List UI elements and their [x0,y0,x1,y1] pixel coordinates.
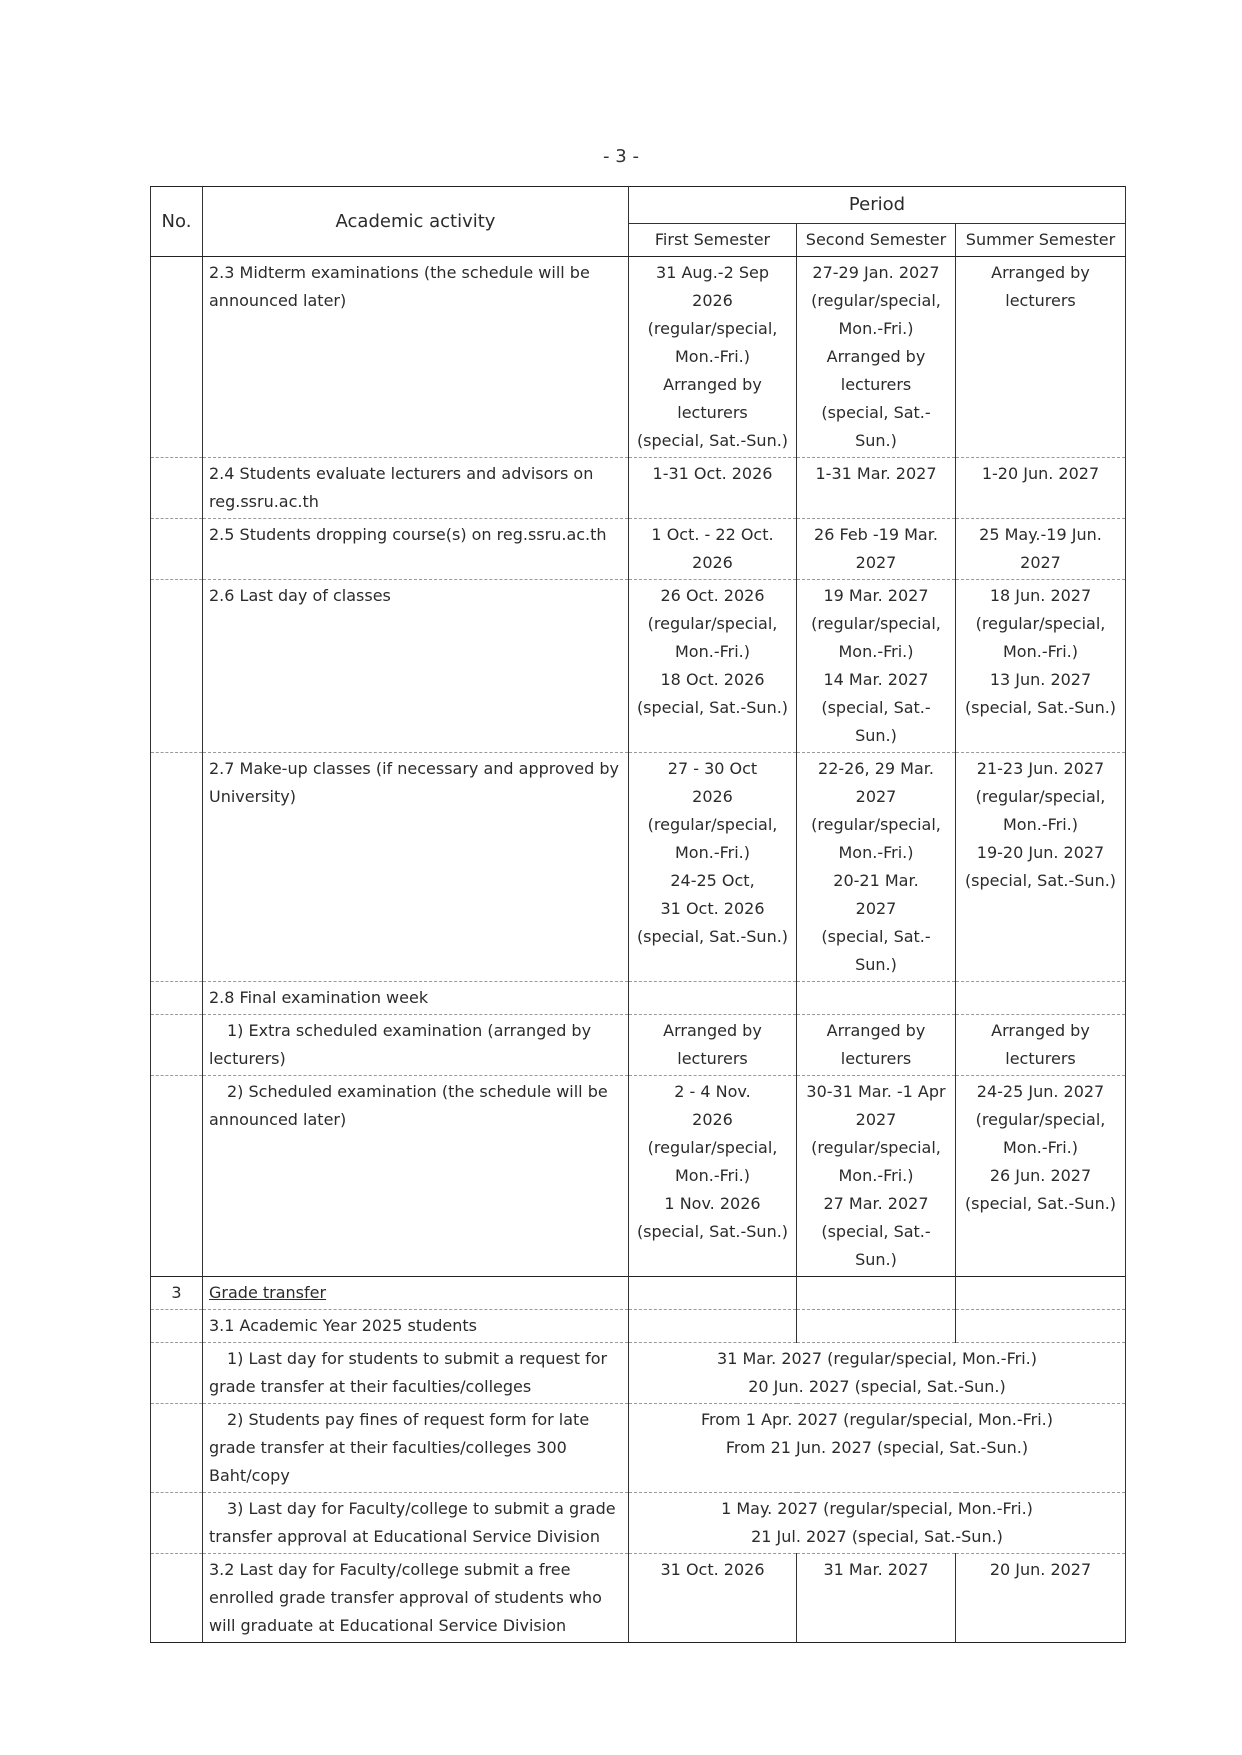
second-semester-cell [797,982,956,1015]
row-no [151,257,203,458]
first-semester-cell [629,982,797,1015]
summer-semester-cell: 20 Jun. 2027 [956,1554,1126,1643]
second-semester-cell [797,1310,956,1343]
header-first-semester: First Semester [629,224,797,257]
table-row [151,257,1126,458]
first-semester-cell [629,1277,797,1310]
second-semester-cell: 22-26, 29 Mar. 2027 (regular/special, Mon.-Fri.) 20-21 Mar. 2027 (special, Sat.-Sun.) [797,753,956,982]
row-no [151,519,203,580]
second-semester-cell: 27-29 Jan. 2027 (regular/special, Mon.-Fri.) Arranged by lecturers (special, Sat.-Sun.) [797,257,956,458]
second-semester-cell [797,1277,956,1310]
summer-semester-cell [956,1277,1126,1310]
summer-semester-cell: Arranged by lecturers [956,257,1126,458]
summer-semester-cell: 25 May.-19 Jun. 2027 [956,519,1126,580]
activity-cell: 2.4 Students evaluate lecturers and advisors on reg.ssru.ac.th [203,458,629,519]
header-summer-semester: Summer Semester [956,224,1126,257]
page-number: - 3 - [603,146,639,167]
first-semester-cell: 31 Aug.-2 Sep 2026 (regular/special, Mon.-Fri.) Arranged by lecturers (special, Sat.-Sun.) [629,257,797,458]
activity-cell: 2.8 Final examination week [203,982,629,1015]
row-no [151,1015,203,1076]
table-row [151,519,1126,580]
academic-calendar-table [150,186,1126,1643]
section-title: Grade transfer [203,1277,629,1310]
period-merged-cell: 31 Mar. 2027 (regular/special, Mon.-Fri.) 20 Jun. 2027 (special, Sat.-Sun.) [629,1343,1126,1404]
table-row [151,1404,1126,1493]
table-row [151,1076,1126,1277]
summer-semester-cell: 24-25 Jun. 2027 (regular/special, Mon.-Fri.) 26 Jun. 2027 (special, Sat.-Sun.) [956,1076,1126,1277]
second-semester-cell: 31 Mar. 2027 [797,1554,956,1643]
header-second-semester: Second Semester [797,224,956,257]
table-row [151,458,1126,519]
row-no [151,580,203,753]
period-merged-cell: 1 May. 2027 (regular/special, Mon.-Fri.) 21 Jul. 2027 (special, Sat.-Sun.) [629,1493,1126,1554]
activity-cell: 1) Extra scheduled examination (arranged by lecturers) [203,1015,629,1076]
table-row [151,982,1126,1015]
first-semester-cell: 1-31 Oct. 2026 [629,458,797,519]
activity-cell: 1) Last day for students to submit a request for grade transfer at their faculties/colleges [203,1343,629,1404]
summer-semester-cell: 21-23 Jun. 2027 (regular/special, Mon.-Fri.) 19-20 Jun. 2027 (special, Sat.-Sun.) [956,753,1126,982]
second-semester-cell: 1-31 Mar. 2027 [797,458,956,519]
second-semester-cell: 26 Feb -19 Mar. 2027 [797,519,956,580]
table-row [151,753,1126,982]
row-no [151,458,203,519]
first-semester-cell: 26 Oct. 2026 (regular/special, Mon.-Fri.) 18 Oct. 2026 (special, Sat.-Sun.) [629,580,797,753]
activity-cell: 2) Scheduled examination (the schedule will be announced later) [203,1076,629,1277]
row-no [151,1493,203,1554]
summer-semester-cell [956,982,1126,1015]
activity-cell: 2) Students pay fines of request form for late grade transfer at their faculties/colleges 300 Baht/copy [203,1404,629,1493]
first-semester-cell: Arranged by lecturers [629,1015,797,1076]
activity-cell: 2.6 Last day of classes [203,580,629,753]
summer-semester-cell: Arranged by lecturers [956,1015,1126,1076]
first-semester-cell: 1 Oct. - 22 Oct. 2026 [629,519,797,580]
first-semester-cell: 27 - 30 Oct 2026 (regular/special, Mon.-Fri.) 24-25 Oct, 31 Oct. 2026 (special, Sat.-Sun.) [629,753,797,982]
row-no: 3 [151,1277,203,1310]
header-period: Period [629,187,1126,224]
summer-semester-cell: 18 Jun. 2027 (regular/special, Mon.-Fri.) 13 Jun. 2027 (special, Sat.-Sun.) [956,580,1126,753]
table-row [151,1310,1126,1343]
row-no [151,1404,203,1493]
second-semester-cell: 30-31 Mar. -1 Apr 2027 (regular/special, Mon.-Fri.) 27 Mar. 2027 (special, Sat.-Sun.) [797,1076,956,1277]
activity-cell: 3.2 Last day for Faculty/college submit a free enrolled grade transfer approval of students who will graduate at Educational Service Division [203,1554,629,1643]
activity-cell: 2.3 Midterm examinations (the schedule will be announced later) [203,257,629,458]
activity-cell: 3.1 Academic Year 2025 students [203,1310,629,1343]
row-no [151,1310,203,1343]
summer-semester-cell [956,1310,1126,1343]
header-activity: Academic activity [203,187,629,257]
row-no [151,1343,203,1404]
activity-cell: 2.5 Students dropping course(s) on reg.ssru.ac.th [203,519,629,580]
table-row [151,1493,1126,1554]
row-no [151,1076,203,1277]
first-semester-cell: 2 - 4 Nov. 2026 (regular/special, Mon.-Fri.) 1 Nov. 2026 (special, Sat.-Sun.) [629,1076,797,1277]
table-row [151,1554,1126,1643]
first-semester-cell: 31 Oct. 2026 [629,1554,797,1643]
second-semester-cell: Arranged by lecturers [797,1015,956,1076]
table-row [151,1343,1126,1404]
table-row [151,1015,1126,1076]
period-merged-cell: From 1 Apr. 2027 (regular/special, Mon.-Fri.) From 21 Jun. 2027 (special, Sat.-Sun.) [629,1404,1126,1493]
summer-semester-cell: 1-20 Jun. 2027 [956,458,1126,519]
row-no [151,753,203,982]
row-no [151,982,203,1015]
second-semester-cell: 19 Mar. 2027 (regular/special, Mon.-Fri.) 14 Mar. 2027 (special, Sat.-Sun.) [797,580,956,753]
header-no: No. [151,187,203,257]
first-semester-cell [629,1310,797,1343]
activity-cell: 3) Last day for Faculty/college to submit a grade transfer approval at Educational Service Division [203,1493,629,1554]
row-no [151,1554,203,1643]
table-row [151,1277,1126,1310]
table-row [151,580,1126,753]
activity-cell: 2.7 Make-up classes (if necessary and approved by University) [203,753,629,982]
